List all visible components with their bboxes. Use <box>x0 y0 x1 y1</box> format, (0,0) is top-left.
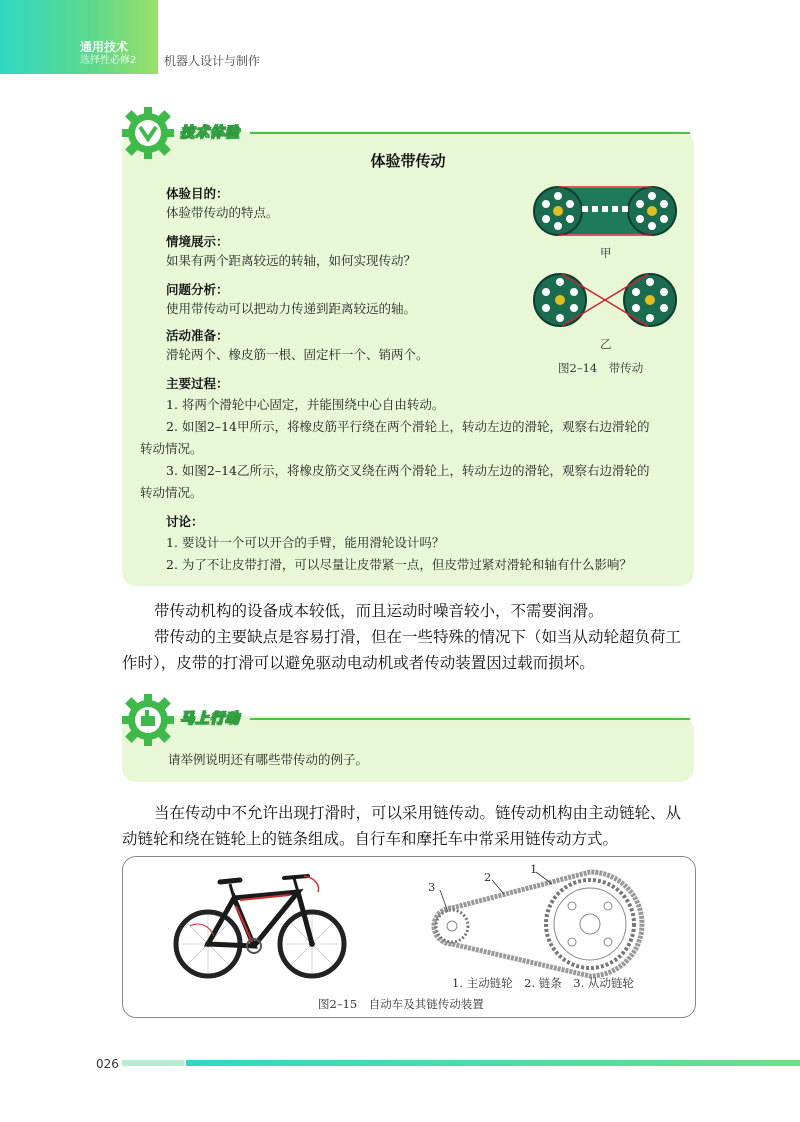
gear-hand-icon <box>118 690 178 750</box>
section-divider-2 <box>250 718 690 720</box>
paragraph-3-line2: 动链轮和绕在链轮上的链条组成。自行车和摩托车中常采用链传动方式。 <box>122 830 619 848</box>
paragraph-2-line2: 作时），皮带的打滑可以避免驱动电动机或者传动装置因过载而损坏。 <box>122 654 595 672</box>
text-purpose: 体验带传动的特点。 <box>166 205 279 220</box>
discuss-2: 2. 为了不让皮带打滑，可以尽量让皮带紧一点，但皮带过紧对滑轮和轴有什么影响？ <box>166 557 632 572</box>
label-scenario: 情境展示： <box>166 234 229 249</box>
text-analysis: 使用带传动可以把动力传递到距离较远的轴。 <box>166 301 417 316</box>
act-now-text: 请举例说明还有哪些带传动的例子。 <box>168 752 369 767</box>
text-preparation: 滑轮两个、橡皮筋一根、固定杆一个、销两个。 <box>166 347 429 362</box>
pulley-crossed-figure <box>530 270 680 330</box>
figure-2-14-caption: 图2–14 带传动 <box>558 361 644 375</box>
header-volume: 选择性必修2 <box>80 55 137 66</box>
paragraph-1: 带传动机构的设备成本较低，而且运动时噪音较小，不需要润滑。 <box>154 602 604 620</box>
label-analysis: 问题分析： <box>166 282 229 297</box>
bicycle-image <box>170 866 350 984</box>
figure-2-15-legend: 1. 主动链轮 2. 链条 3. 从动链轮 <box>452 976 634 990</box>
label-purpose: 体验目的： <box>166 186 229 201</box>
header-book: 通用技术 <box>80 40 129 54</box>
pulley-parallel-figure <box>530 182 680 242</box>
footer-bar <box>186 1060 800 1066</box>
label-2: 2 <box>484 870 492 884</box>
section-tag-tech-experience: 技术体验 <box>180 125 240 141</box>
fig-label-b: 乙 <box>600 337 612 351</box>
step-2: 2. 如图2–14甲所示，将橡皮筋平行绕在两个滑轮上，转动左边的滑轮，观察右边滑轮的 <box>166 419 650 434</box>
label-discussion: 讨论： <box>166 514 204 529</box>
paragraph-2-line1: 带传动的主要缺点是容易打滑，但在一些特殊的情况下（如当从动轮超负荷工 <box>154 628 682 646</box>
footer-bar-light <box>122 1060 184 1066</box>
step-1: 1. 将两个滑轮中心固定，并能围绕中心自由转动。 <box>166 397 445 412</box>
step-3: 3. 如图2–14乙所示，将橡皮筋交叉绕在两个滑轮上，转动左边的滑轮，观察右边滑轮的 <box>166 463 650 478</box>
label-process: 主要过程： <box>166 376 229 391</box>
step-3-cont: 转动情况。 <box>140 485 203 500</box>
header-chapter: 机器人设计与制作 <box>164 54 261 68</box>
discuss-1: 1. 要设计一个可以开合的手臂，能用滑轮设计吗？ <box>166 535 445 550</box>
paragraph-3-line1: 当在传动中不允许出现打滑时，可以采用链传动。链传动机构由主动链轮、从 <box>154 804 682 822</box>
figure-2-15-caption: 图2–15 自动车及其链传动装置 <box>318 997 484 1011</box>
chain-drive-diagram <box>420 862 650 980</box>
header-book-info <box>80 40 136 68</box>
page-number: 026 <box>96 1057 119 1071</box>
fig-label-a: 甲 <box>600 246 612 260</box>
label-3: 3 <box>428 880 436 894</box>
text-scenario: 如果有两个距离较远的转轴，如何实现传动？ <box>166 253 417 268</box>
step-2-cont: 转动情况。 <box>140 441 203 456</box>
section-divider <box>250 132 690 134</box>
label-1: 1 <box>530 862 538 876</box>
section-tag-act-now: 马上行动 <box>180 711 240 727</box>
label-preparation: 活动准备： <box>166 328 229 343</box>
box-title: 体验带传动 <box>370 152 446 170</box>
